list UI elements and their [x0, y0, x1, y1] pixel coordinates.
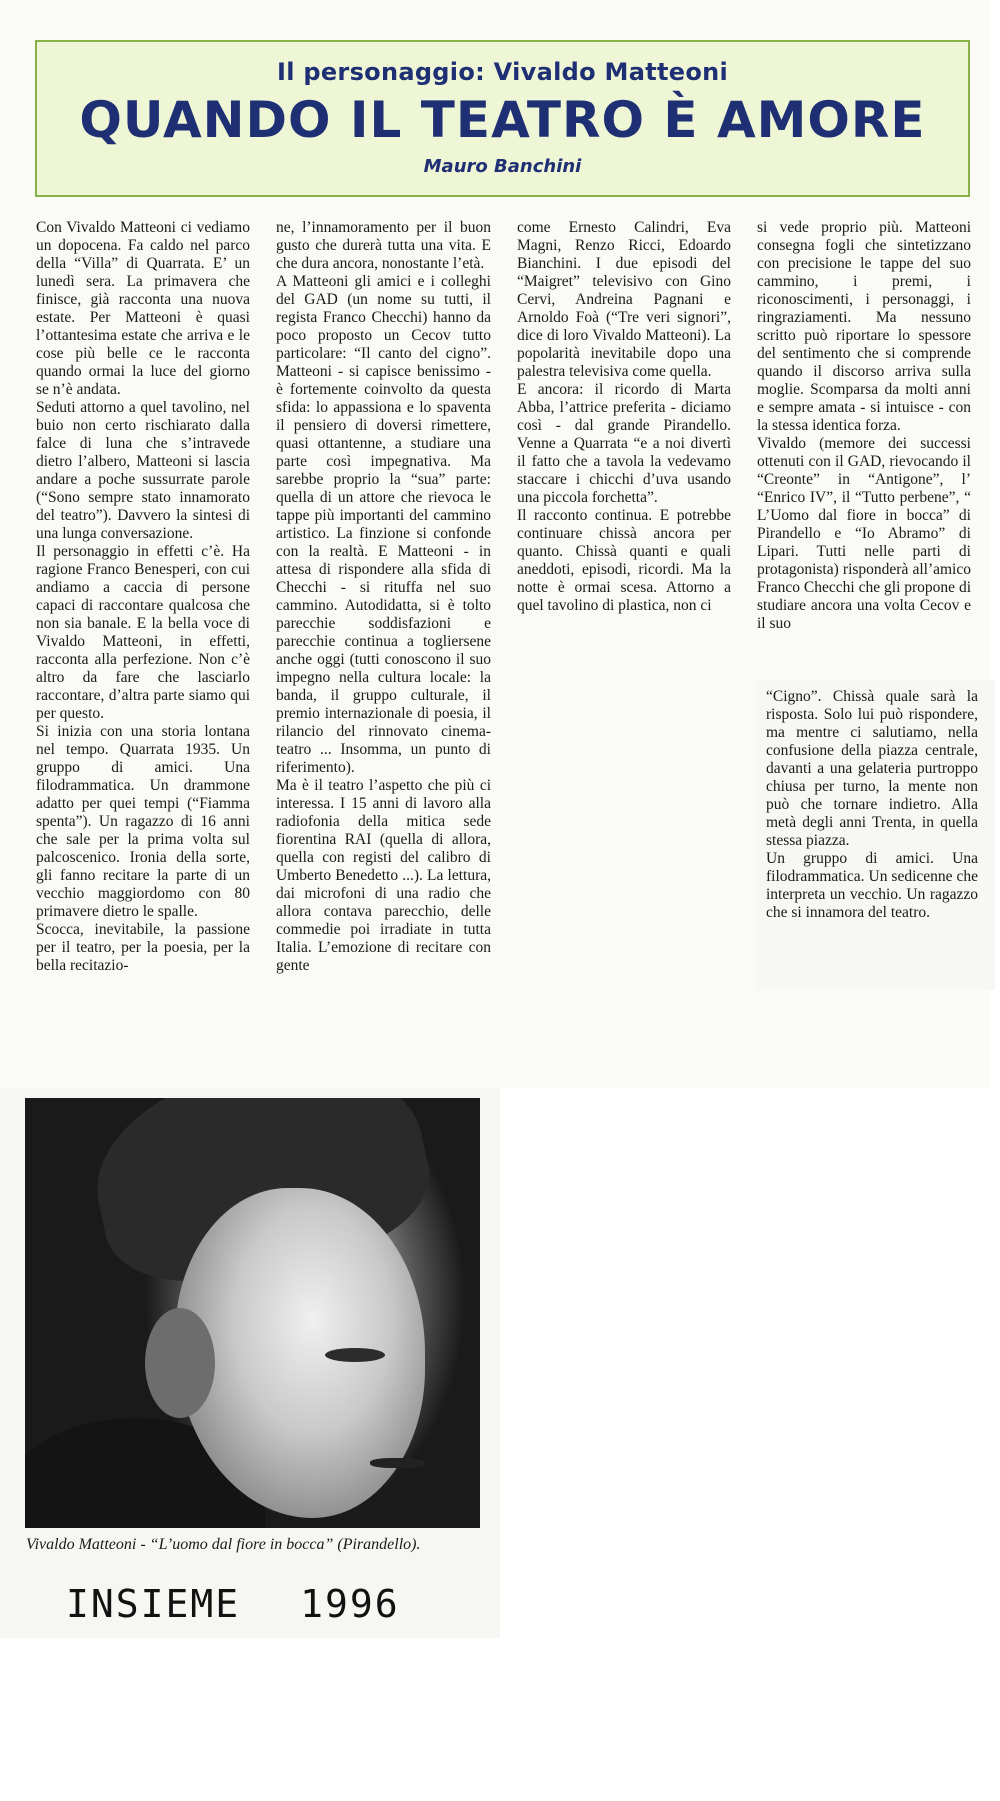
handwritten-source-note — [66, 1582, 400, 1626]
paragraph: Un gruppo di amici. Una filodrammatica. Un sedicenne che interpreta un vecchio. Un ragazzo che si innamora del teatro. — [766, 850, 978, 921]
paragraph: ne, l’innamoramento per il buon gusto che durerà tutta una vita. E che dura ancora, nonostante l’età. — [276, 219, 491, 272]
article-byline: Mauro Banchini — [423, 156, 582, 177]
paragraph: si vede proprio più. Matteoni consegna fogli che sintetizzano con precisione le tappe del suo cammino, i premi, i riconoscimenti, i personaggi, i ringraziamenti. Ma nessuno scritto può riportare lo spessore del sentimento che si comprende quando il discorso arriva sulla moglie. Scomparsa da molti anni e sempre amata - si intuisce - con la stessa identica forza. — [757, 219, 971, 434]
paragraph: Vivaldo (memore dei successi ottenuti con il GAD, rievocando il “Creonte” in “Antigone”, l’ “Enrico IV”, il “Tutto perbene”, “ L’Uomo dal fiore in bocca” di Pirandello e “Io Abramo” di Lipari. Tutti nelle parti di protagonista) risponderà all’amico Franco Checchi che gli propone di studiare ancora una volta Cecov e il suo — [757, 435, 971, 632]
source-year: 1996 — [300, 1582, 400, 1626]
paragraph: come Ernesto Calindri, Eva Magni, Renzo Ricci, Edoardo Bianchini. I due episodi del “Maigret” televisivo con Gino Cervi, Andreina Pagnani e Arnoldo Foà (“Tre veri signori”, dice di loro Vivaldo Matteoni). La popolarità inevitabile dopo una palestra televisiva come quella. — [517, 219, 731, 380]
source-name: INSIEME — [66, 1582, 241, 1626]
paragraph: Seduti attorno a quel tavolino, nel buio non certo rischiarato dalla falce di luna che s’intravede dietro l’albero, Matteoni si lascia andare a poche sussurrate parole (“Sono sempre stato innamorato del teatro”). Davvero la sintesi di una lunga conversazione. — [36, 399, 250, 542]
paragraph: E ancora: il ricordo di Marta Abba, l’attrice preferita - diciamo così - dal grande Pirandello. Venne a Quarrata “e a noi divertì il fatto che a tavola la vedevamo staccare i chicchi d’uva usando una piccola forchetta”. — [517, 381, 731, 506]
photo-ear — [145, 1308, 215, 1418]
article-header — [35, 40, 970, 197]
paragraph: Scocca, inevitabile, la passione per il teatro, per la poesia, per la bella recitazio- — [36, 921, 250, 974]
article-kicker: Il personaggio: Vivaldo Matteoni — [276, 58, 729, 86]
text-column-4 — [757, 219, 971, 633]
text-column-1 — [36, 219, 250, 975]
paragraph: A Matteoni gli amici e i colleghi del GAD (un nome su tutti, il regista Franco Checchi) hanno da poco proposto un Cecov tutto particolare: “Il canto del cigno”. Matteoni - si capisce benissimo - è fortemente coinvolto da questa sfida: lo appassiona e lo spaventa il pensiero di doversi rimettere, quasi ottantenne, a studiare una parte così impegnativa. Ma sarebbe proprio la “sua” parte: quella di un attore che rievoca le tappe più importanti del cammino artistico. La finzione si confonde con la realtà. E Matteoni - in attesa di rispondere alla sfida di Checchi - si rituffa nel suo cammino. Autodidatta, si è tolto parecchie soddisfazioni e parecchie continua a togliersene anche oggi (tutti conoscono il suo impegno nella cultura locale: la banda, il gruppo culturale, il premio internazionale di poesia, il rilancio del rinnovato cinema-teatro ... Insomma, un punto di riferimento). — [276, 273, 491, 776]
article-headline: QUANDO IL TEATRO È AMORE — [79, 91, 926, 149]
photo-caption: Vivaldo Matteoni - “L’uomo dal fiore in bocca” (Pirandello). — [26, 1536, 421, 1553]
paragraph: Il racconto continua. E potrebbe continuare chissà ancora per quanto. Chissà quanti e quali aneddoti, episodi, ricordi. Ma la notte è ormai scesa. Attorno a quel tavolino di plastica, non ci — [517, 507, 731, 614]
paragraph: “Cigno”. Chissà quale sarà la risposta. Solo lui può rispondere, ma mentre ci salutiamo, nella confusione della piazza centrale, davanti a una gelateria purtroppo chiusa per turno, la mente non può che tornare indietro. Alla metà degli anni Trenta, in quella stessa piazza. — [766, 688, 978, 849]
paragraph: Si inizia con una storia lontana nel tempo. Quarrata 1935. Un gruppo di amici. Una filodrammatica. Un drammone adatto per quei tempi (“Fiamma spenta”). Un ragazzo di 16 anni che sale per la prima volta sul palcoscenico. Ironia della sorte, gli fanno recitare la parte di un vecchio maggiordomo con 80 primavere dietro le spalle. — [36, 723, 250, 920]
paragraph: Ma è il teatro l’aspetto che più ci interessa. I 15 anni di lavoro alla radiofonia della mitica sede fiorentina RAI (quella di allora, quella con registi del calibro di Umberto Benedetto ...). La lettura, dai microfoni di una radio che allora contava parecchio, delle commedie poi irradiate in tutta Italia. L’emozione di recitare con gente — [276, 777, 491, 974]
text-column-2 — [276, 219, 491, 975]
text-column-3 — [517, 219, 731, 615]
paragraph: Con Vivaldo Matteoni ci vediamo un dopocena. Fa caldo nel parco della “Villa” di Quarrata. E’ un lunedì sera. La primavera che finisce, già racconta una nuova estate. Per Matteoni è quasi l’ottantesima estate che arriva e le cose più belle ce le racconta quando ormai la luce del giorno se n’è andata. — [36, 219, 250, 398]
text-column-4-continuation — [766, 688, 978, 922]
photo-mustache — [370, 1458, 425, 1468]
portrait-photo — [25, 1098, 480, 1528]
paragraph: Il personaggio in effetti c’è. Ha ragione Franco Benesperi, con cui andiamo a caccia di persone capaci di raccontare qualcosa che non sia banale. E la bella voce di Vivaldo Matteoni, in effetti, racconta alla perfezione. Non c’è altro da fare che lasciarlo raccontare, d’altra parte siamo qui per questo. — [36, 543, 250, 722]
photo-eye — [325, 1348, 385, 1362]
